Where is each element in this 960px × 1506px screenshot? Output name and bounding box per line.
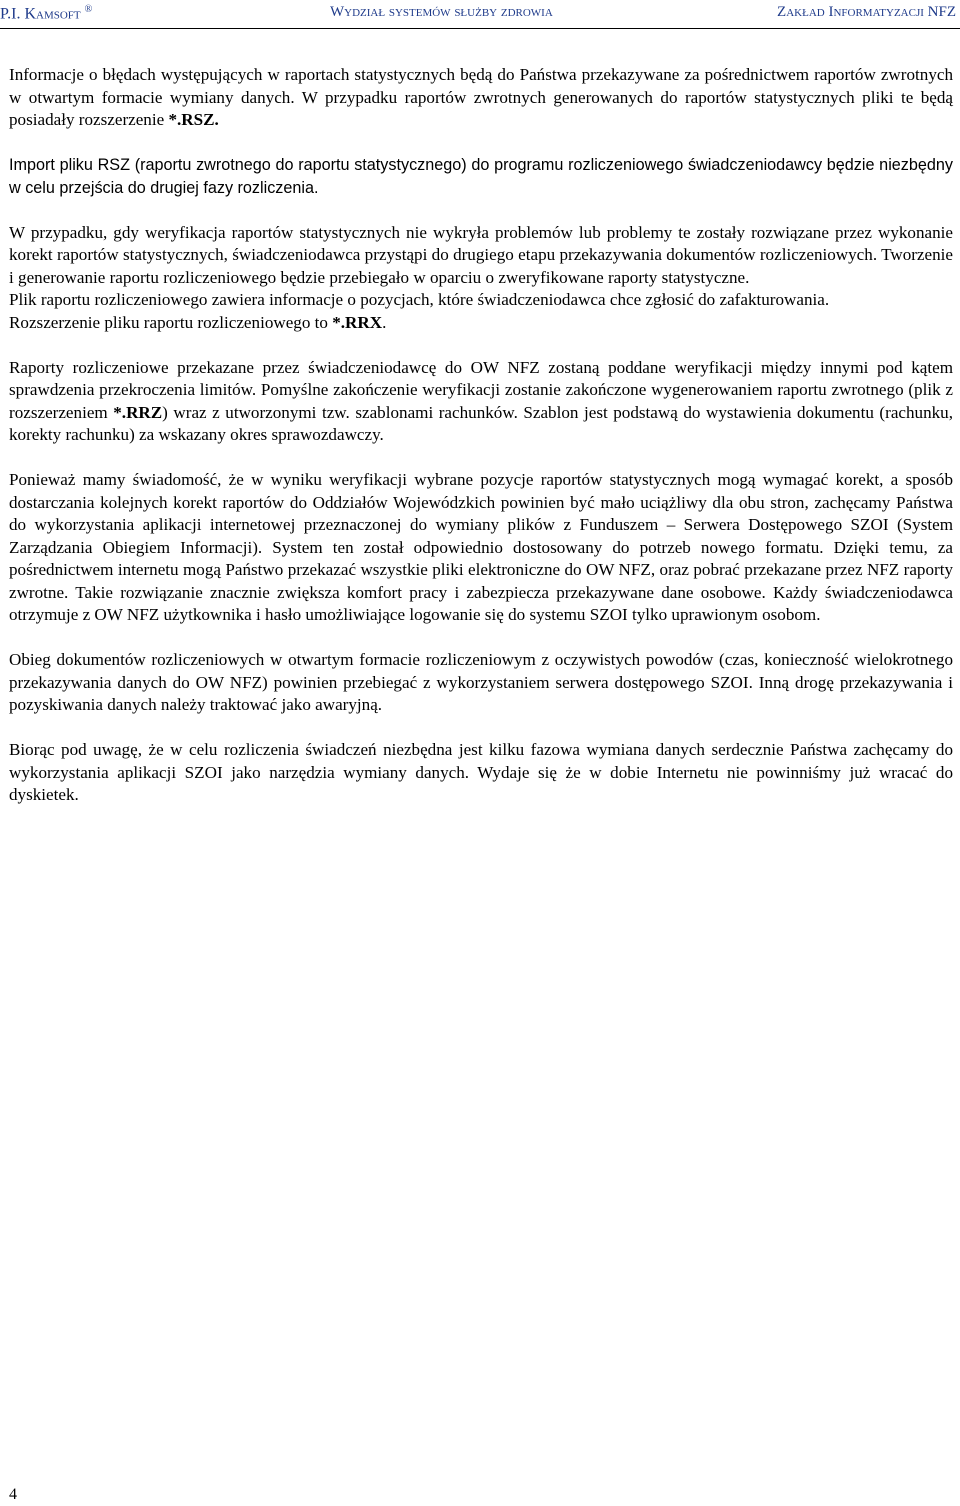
- rsz-extension: *.RSZ.: [168, 110, 219, 129]
- paragraph-settlement-reports: [9, 357, 953, 447]
- rrx-end: .: [382, 312, 387, 332]
- rrz-extension: *.RRZ: [113, 402, 163, 422]
- paragraph-szoi: Ponieważ mamy świadomość, że w wyniku weryfikacji wybrane pozycje raportów statystycznych mogą wymagać korekt, a sposób dostarczania kolejnych korekt raportów do Oddziałów Wojewódzkich powinien być mało uciążliwy dla obu stron, zachęcamy Państwa do wykorzystania aplikacji internetowej przeznaczonej do wymiany plików z Funduszem – Serwera Dostępowego SZOI (System Zarządzania Obiegiem Informacji). System ten został odpowiednio dostosowany do potrzeb nowego formatu. Dzięki temu, za pośrednictwem internetu mogą Państwo przekazać wszystkie pliki elektroniczne do OW NFZ, oraz pobrać przekazane przez NFZ raporty zwrotne. Takie rozwiązanie znacznie zwiększa komfort pracy i zabezpiecza przekazywane dane osobowe. Każdy świadczeniodawca otrzymuje z OW NFZ użytkownika i hasło umożliwiające logowanie się do systemu SZOI tylko uprawionym osobom.: [9, 470, 953, 624]
- page-header: [0, 0, 960, 30]
- rrx-extension: *.RRX: [332, 312, 383, 332]
- spacer: [9, 717, 953, 740]
- header-department: [777, 4, 956, 21]
- spacer: [9, 132, 953, 155]
- header-division: [330, 4, 553, 21]
- paragraph-errors-text: Informacje o błędach występujących w raportach statystycznych będą do Państwa przekazywane za pośrednictwem raportów zwrotnych w otwartym formacie wymiany danych. W przypadku raportów zwrotnych generowanych do raportów statystycznych pliki te będą posiadały rozszerzenie: [9, 65, 953, 129]
- rrz-text-2: ) wraz z utworzonymi tzw. szablonami rachunków. Szablon jest podstawą do wystawienia dokumentu (rachunku, korekty rachunku) za wskazany okres sprawozdawczy.: [9, 402, 953, 444]
- paragraph-rrx-extension: [9, 312, 953, 335]
- rrx-text: Rozszerzenie pliku raportu rozliczeniowego to: [9, 312, 333, 332]
- header-rule: [0, 28, 960, 29]
- spacer: [9, 447, 953, 470]
- page-number: 4: [9, 1486, 17, 1503]
- paragraph-import: Import pliku RSZ (raportu zwrotnego do raportu statystycznego) do programu rozliczeniowego świadczeniodawcy będzie niezbędny w celu przejścia do drugiej fazy rozliczenia.: [9, 156, 953, 197]
- paragraph-document-flow: Obieg dokumentów rozliczeniowych w otwartym formacie rozliczeniowym z oczywistych powodów (czas, konieczność wielokrotnego przekazywania danych do OW NFZ) powinien przebiegać z wykorzystaniem serwera dostępowego SZOI. Inną drogę przekazywania i pozyskiwania danych należy traktować jako awaryjną.: [9, 650, 953, 714]
- registered-mark: ®: [84, 4, 93, 15]
- header-department-label: Zakład Informatyzacji NFZ: [777, 4, 956, 20]
- spacer: [9, 627, 953, 650]
- paragraph-verification: W przypadku, gdy weryfikacja raportów statystycznych nie wykryła problemów lub problemy te zostały rozwiązane przez wykonanie korekt raportów statystycznych, świadczeniodawca przystąpi do drugiego etapu przekazywania dokumentów rozliczeniowych. Tworzenie i generowanie raportu rozliczeniowego będzie przebiegało w oparciu o zweryfikowane raporty statystyczne.: [9, 222, 953, 287]
- rrz-text-1: Raporty rozliczeniowe przekazane przez świadczeniodawcę do OW NFZ zostaną poddane weryfikacji między innymi pod kątem sprawdzenia przekroczenia limitów. Pomyślne zakończenie weryfikacji zostanie zakończone wygenerowaniem raportu zwrotnego (plik z rozszerzeniem: [9, 357, 953, 422]
- spacer: [9, 334, 953, 357]
- header-company-name: P.I. Kamsoft: [0, 5, 81, 23]
- document-body: [9, 64, 953, 807]
- header-division-label: Wydział systemów służby zdrowia: [330, 4, 553, 20]
- spacer: [9, 199, 953, 222]
- paragraph-conclusion: Biorąc pod uwagę, że w celu rozliczenia świadczeń niezbędna jest kilku fazowa wymiana danych serdecznie Państwa zachęcamy do wykorzystania aplikacji SZOI jako narzędzia wymiany danych. Wydaje się że w dobie Internetu nie powinniśmy już wracać do dyskietek.: [9, 740, 953, 804]
- paragraph-errors: [9, 64, 953, 132]
- header-company: [0, 4, 92, 23]
- paragraph-settlement-file: Plik raportu rozliczeniowego zawiera informacje o pozycjach, które świadczeniodawca chce zgłosić do zafakturowania.: [9, 290, 830, 309]
